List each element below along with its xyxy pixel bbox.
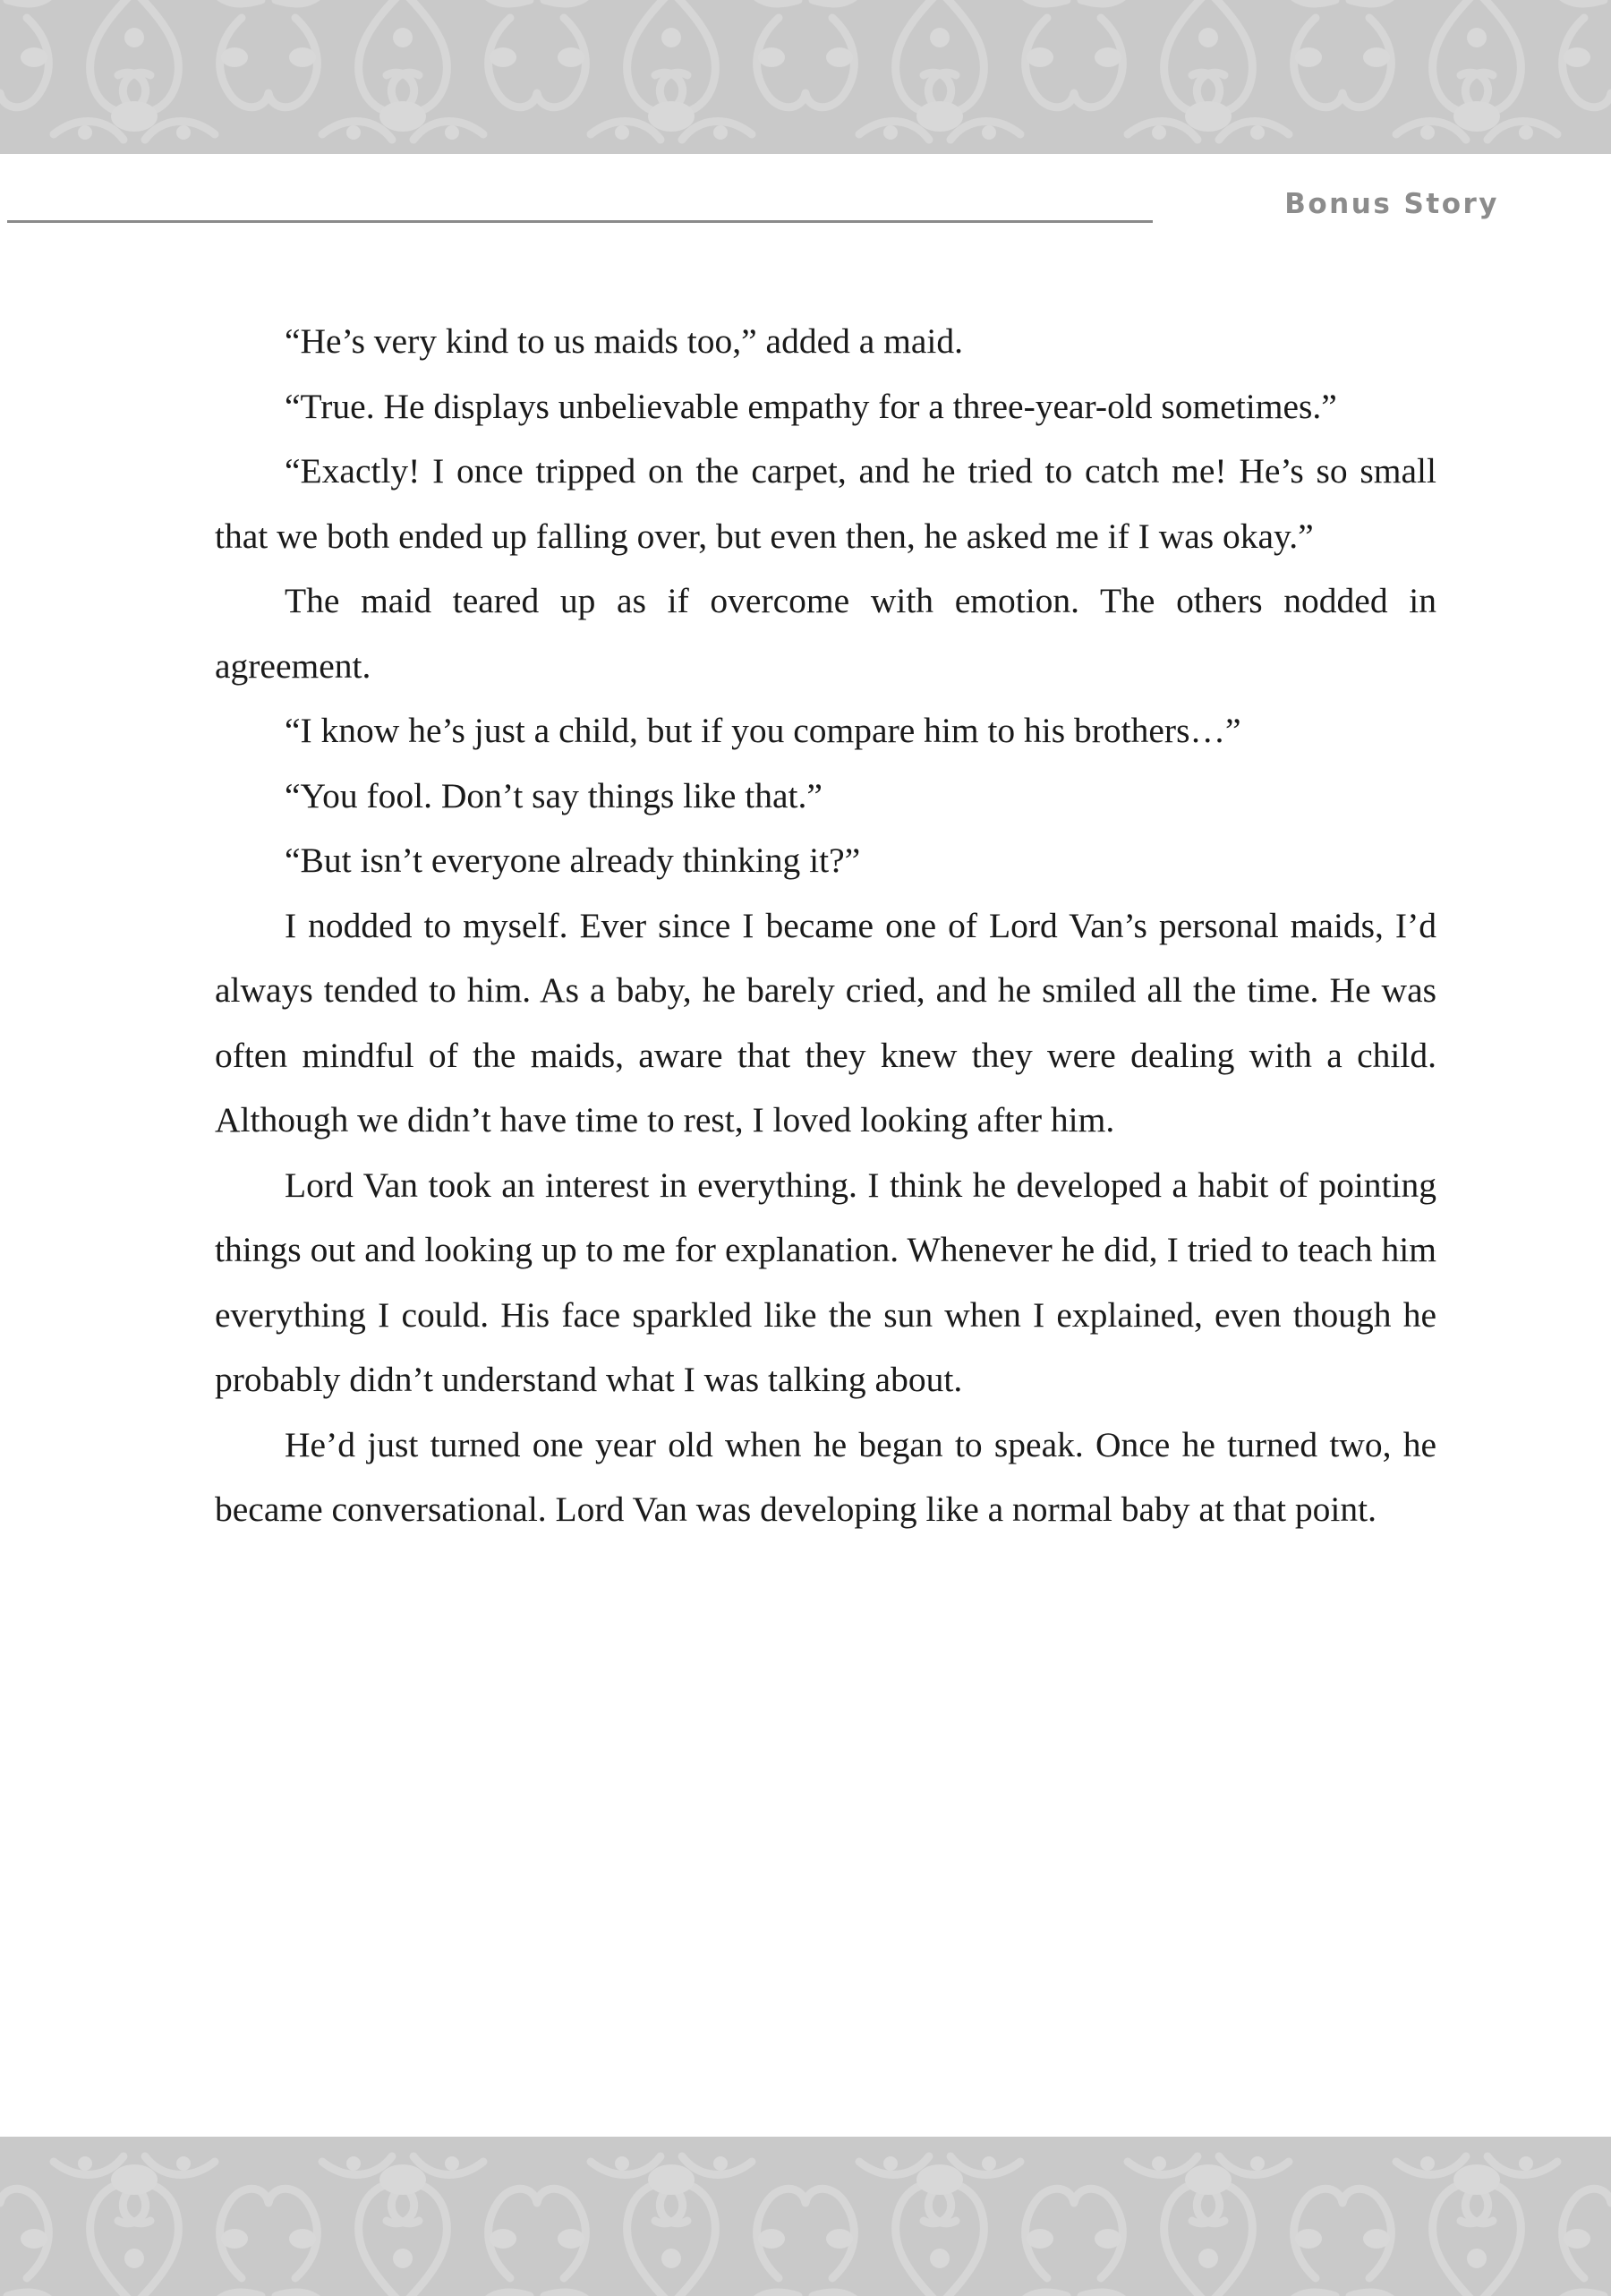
paragraph: “True. He displays unbelievable empathy for a three-year-old sometimes.” [285,386,1337,426]
paragraph: I nodded to myself. Ever since I became one of Lord Van’s personal maids, I’d always tended to him. As a baby, he barely cried, and he smiled all the time. He was often mindful of the maids, aware that they knew they were dealing with a child. Although we didn’t have time to rest, I loved looking after him. [215,905,1436,1139]
paragraph: “He’s very kind to us maids too,” added a maid. [285,321,964,361]
page-body-text [215,309,1436,1542]
paragraph: “Exactly! I once tripped on the carpet, and he tried to catch me! He’s so small that we both ended up falling over, but even then, he asked me if I was okay.” [215,451,1436,556]
header-rule [7,220,1153,223]
header-title: Bonus Story [1284,188,1499,220]
bottom-ornament-band [0,2137,1611,2296]
paragraph: “You fool. Don’t say things like that.” [285,775,823,815]
paragraph: Lord Van took an interest in everything. I think he developed a habit of pointing things out and looking up to me for explanation. Whenever he did, I tried to teach him everything I could. His face sparkled like the sun when I explained, even though he probably didn’t understand what I was talking about. [215,1165,1436,1399]
paragraph: The maid teared up as if overcome with emotion. The others nodded in agreement. [215,581,1436,686]
paragraph: “But isn’t everyone already thinking it?” [285,841,861,880]
running-head [0,188,1611,251]
paragraph: “I know he’s just a child, but if you compare him to his brothers…” [285,711,1241,750]
paragraph: He’d just turned one year old when he began to speak. Once he turned two, he became conversational. Lord Van was developing like a normal baby at that point. [215,1424,1436,1529]
damask-pattern-icon [0,0,1611,154]
damask-pattern-icon [0,2137,1611,2296]
top-ornament-band [0,0,1611,154]
